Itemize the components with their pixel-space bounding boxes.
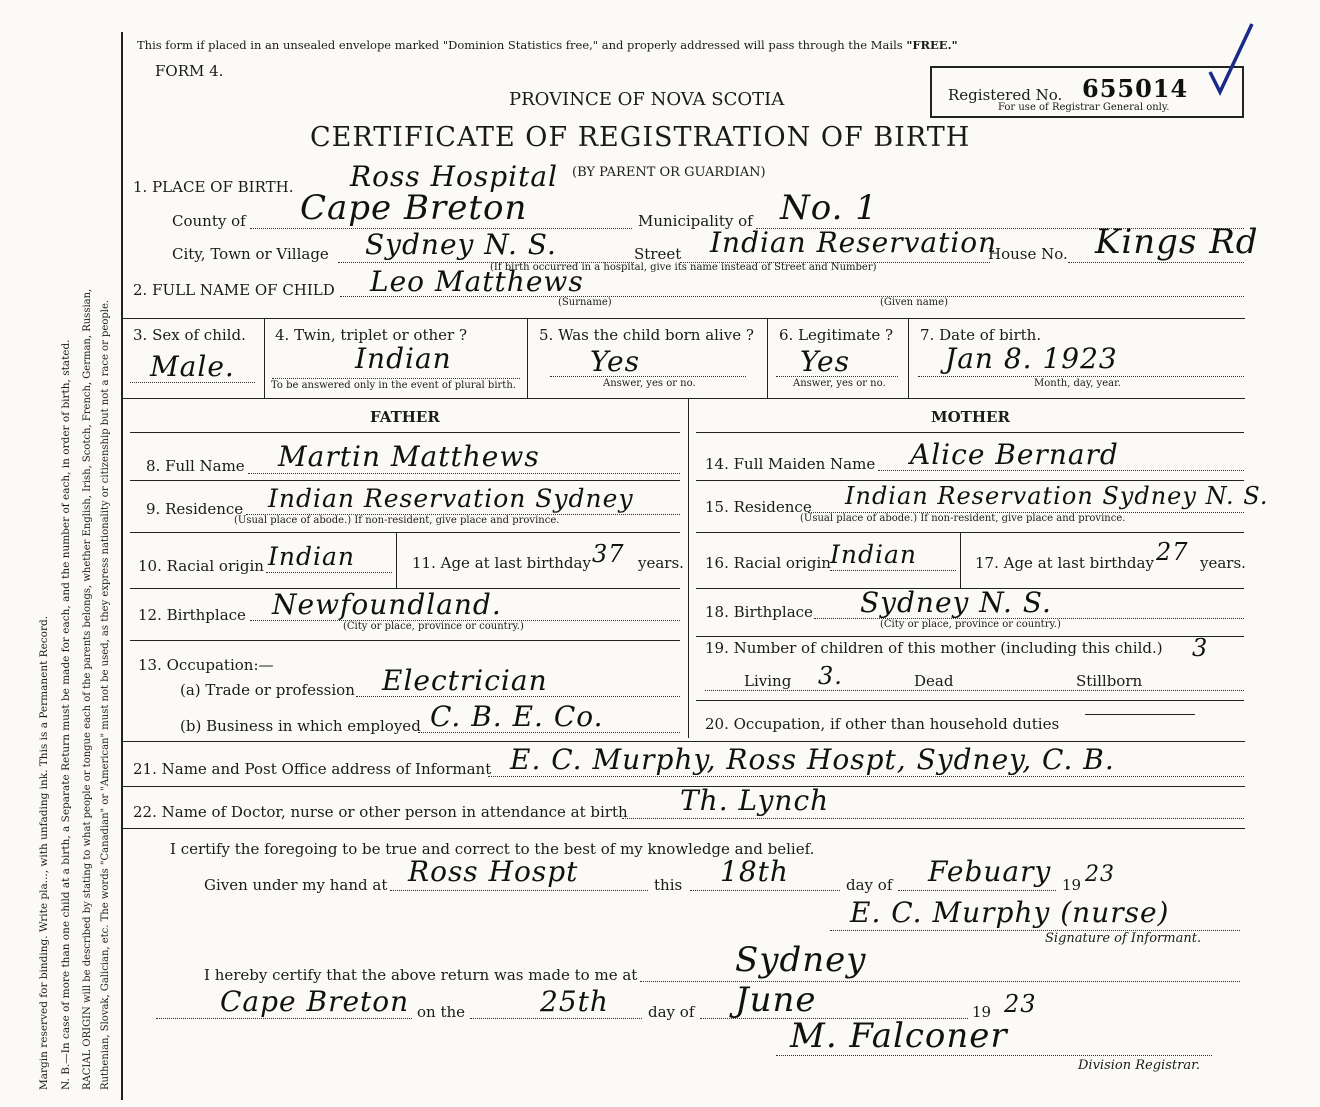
place-of-birth-value: Ross Hospital — [350, 160, 559, 193]
father-age-value: 37 — [592, 540, 625, 568]
certify-statement: I certify the foregoing to be true and correct to the best of my knowledge and belief. — [170, 840, 815, 858]
father-residence-value: Indian Reservation Sydney — [268, 484, 634, 513]
city-value: Sydney N. S. — [365, 228, 557, 261]
children-count-label: 19. Number of children of this mother (including this child.) — [705, 639, 1163, 657]
mother-birthplace-value: Sydney N. S. — [860, 586, 1052, 619]
child-name-label: 2. FULL NAME OF CHILD — [133, 281, 335, 299]
surname-note: (Surname) — [558, 297, 612, 308]
margin-racial-note-1: RACIAL ORIGIN will be described by stating to what people or tongue each of the parents belongs, whether English, Irish, Scotch, French, German, Russian, — [82, 288, 93, 1090]
dob-note: Month, day, year. — [1034, 378, 1121, 389]
margin-racial-note-2: Ruthenian, Slovak, Galician, etc. The words "Canadian" or "American" must not be used, as they express nationality or citizenship but not a race or people. — [100, 299, 111, 1090]
mother-age-label: 17. Age at last birthday — [975, 554, 1154, 572]
legitimate-label: 6. Legitimate ? — [779, 326, 894, 344]
municipality-value: No. 1 — [780, 188, 878, 228]
margin-binding-note: Margin reserved for binding. Write pla..., with unfading ink. This is a Permanent Record. — [38, 615, 50, 1090]
registered-note: For use of Registrar General only. — [998, 102, 1170, 113]
registered-label: Registered No. — [948, 86, 1063, 104]
house-value: Kings Rd — [1095, 222, 1259, 262]
margin-nb-note: N. B.—In case of more than one child at a birth, a Separate Return must be made for each, and the number of each, in order of birth, stated. — [60, 339, 72, 1090]
sex-label: 3. Sex of child. — [133, 326, 246, 344]
business-label: (b) Business in which employed — [180, 717, 421, 735]
father-racial-label: 10. Racial origin — [138, 557, 264, 575]
this-day-value: 18th — [720, 855, 789, 888]
legitimate-value: Yes — [800, 345, 850, 378]
city-label: City, Town or Village — [172, 245, 329, 263]
children-count-value: 3 — [1192, 634, 1209, 662]
province-heading: PROVINCE OF NOVA SCOTIA — [509, 89, 785, 110]
registered-number: 655014 — [1082, 74, 1189, 103]
sex-value: Male. — [150, 350, 235, 383]
dead-label: Dead — [914, 672, 954, 690]
twin-note: To be answered only in the event of plural birth. — [271, 380, 516, 391]
this-label: this — [654, 876, 683, 894]
county-label: County of — [172, 212, 246, 230]
father-racial-value: Indian — [268, 542, 355, 571]
registered-box — [930, 66, 1244, 118]
mother-residence-value: Indian Reservation Sydney N. S. — [845, 482, 1269, 510]
hereby-statement: I hereby certify that the above return was made to me at — [204, 966, 638, 984]
day-of-label-2: day of — [648, 1003, 695, 1021]
mail-notice: This form if placed in an unsealed envelope marked "Dominion Statistics free," and properly addressed will pass through the Mails "FREE." — [137, 38, 958, 52]
day-of-value: Febuary — [928, 855, 1052, 888]
living-value: 3. — [818, 662, 843, 690]
day-of-label: day of — [846, 876, 893, 894]
stillborn-label: Stillborn — [1076, 672, 1143, 690]
mother-name-label: 14. Full Maiden Name — [705, 455, 876, 473]
street-value: Indian Reservation — [710, 226, 998, 259]
trade-value: Electrician — [382, 664, 548, 697]
business-value: C. B. E. Co. — [430, 700, 604, 733]
year-value: 23 — [1085, 862, 1115, 887]
father-name-label: 8. Full Name — [146, 457, 245, 475]
living-label: Living — [744, 672, 792, 690]
alive-label: 5. Was the child born alive ? — [539, 326, 754, 344]
registration-month-value: June — [735, 980, 817, 1020]
registrar-label: Division Registrar. — [1078, 1058, 1200, 1073]
given-label: Given under my hand at — [204, 876, 388, 894]
twin-value: Indian — [355, 342, 452, 375]
alive-value: Yes — [590, 345, 640, 378]
twin-label: 4. Twin, triplet or other ? — [275, 326, 467, 344]
child-name-value: Leo Matthews — [370, 265, 584, 298]
informant-signature: E. C. Murphy (nurse) — [850, 896, 1170, 929]
mother-residence-note: (Usual place of abode.) If non-resident, give place and province. — [800, 513, 1126, 524]
dob-value: Jan 8. 1923 — [945, 342, 1118, 375]
county-value: Cape Breton — [300, 188, 528, 228]
informant-label: 21. Name and Post Office address of Informant — [133, 760, 492, 778]
mother-name-value: Alice Bernard — [910, 438, 1119, 471]
registration-day-value: 25th — [540, 985, 609, 1018]
father-birthplace-label: 12. Birthplace — [138, 606, 246, 624]
father-age-label: 11. Age at last birthday — [412, 554, 591, 572]
mother-age-value: 27 — [1156, 538, 1189, 566]
street-label: Street — [634, 245, 682, 263]
parent-guardian-note: (BY PARENT OR GUARDIAN) — [572, 165, 766, 180]
father-birthplace-value: Newfoundland. — [272, 588, 502, 621]
doctor-label: 22. Name of Doctor, nurse or other person in attendance at birth — [133, 803, 628, 821]
trade-label: (a) Trade or profession — [180, 681, 355, 699]
informant-value: E. C. Murphy, Ross Hospt, Sydney, C. B. — [510, 743, 1115, 776]
mother-birthplace-note: (City or place, province or country.) — [880, 619, 1061, 630]
place-of-birth-label: 1. PLACE OF BIRTH. — [133, 178, 294, 196]
father-birthplace-note: (City or place, province or country.) — [343, 621, 524, 632]
mother-racial-label: 16. Racial origin — [705, 554, 831, 572]
given-name-note: (Given name) — [880, 297, 948, 308]
mother-birthplace-label: 18. Birthplace — [705, 603, 813, 621]
father-residence-note: (Usual place of abode.) If non-resident, give place and province. — [234, 515, 560, 526]
father-residence-label: 9. Residence — [146, 500, 244, 518]
form-number: FORM 4. — [155, 62, 224, 80]
registrar-signature: M. Falconer — [790, 1016, 1008, 1056]
house-label: House No. — [988, 245, 1068, 263]
dob-label: 7. Date of birth. — [920, 326, 1042, 344]
mother-occupation-label: 20. Occupation, if other than household duties — [705, 715, 1060, 733]
mother-age-unit: years. — [1200, 554, 1246, 572]
given-place-value: Ross Hospt — [408, 855, 579, 888]
check-mark — [1200, 20, 1260, 100]
father-heading: FATHER — [370, 408, 440, 426]
legitimate-note: Answer, yes or no. — [793, 378, 886, 389]
registration-year-value: 23 — [1004, 990, 1037, 1018]
occupation-label: 13. Occupation:— — [138, 656, 274, 674]
margin-rule — [121, 32, 123, 1100]
certificate-title: CERTIFICATE OF REGISTRATION OF BIRTH — [310, 122, 971, 153]
father-name-value: Martin Matthews — [278, 440, 540, 473]
mother-racial-value: Indian — [830, 540, 917, 569]
alive-note: Answer, yes or no. — [603, 378, 696, 389]
registration-year-prefix: 19 — [972, 1003, 992, 1021]
hospital-note: (If birth occurred in a hospital, give its name instead of Street and Number) — [490, 262, 877, 273]
mother-heading: MOTHER — [931, 408, 1010, 426]
on-the-label: on the — [417, 1003, 466, 1021]
father-age-unit: years. — [638, 554, 684, 572]
doctor-value: Th. Lynch — [680, 784, 830, 817]
informant-signature-label: Signature of Informant. — [1045, 931, 1202, 946]
year-prefix: 19 — [1062, 876, 1082, 894]
municipality-label: Municipality of — [638, 212, 753, 230]
hereby-place-value: Sydney — [735, 940, 867, 980]
registration-county-value: Cape Breton — [220, 985, 410, 1018]
mother-residence-label: 15. Residence — [705, 498, 812, 516]
